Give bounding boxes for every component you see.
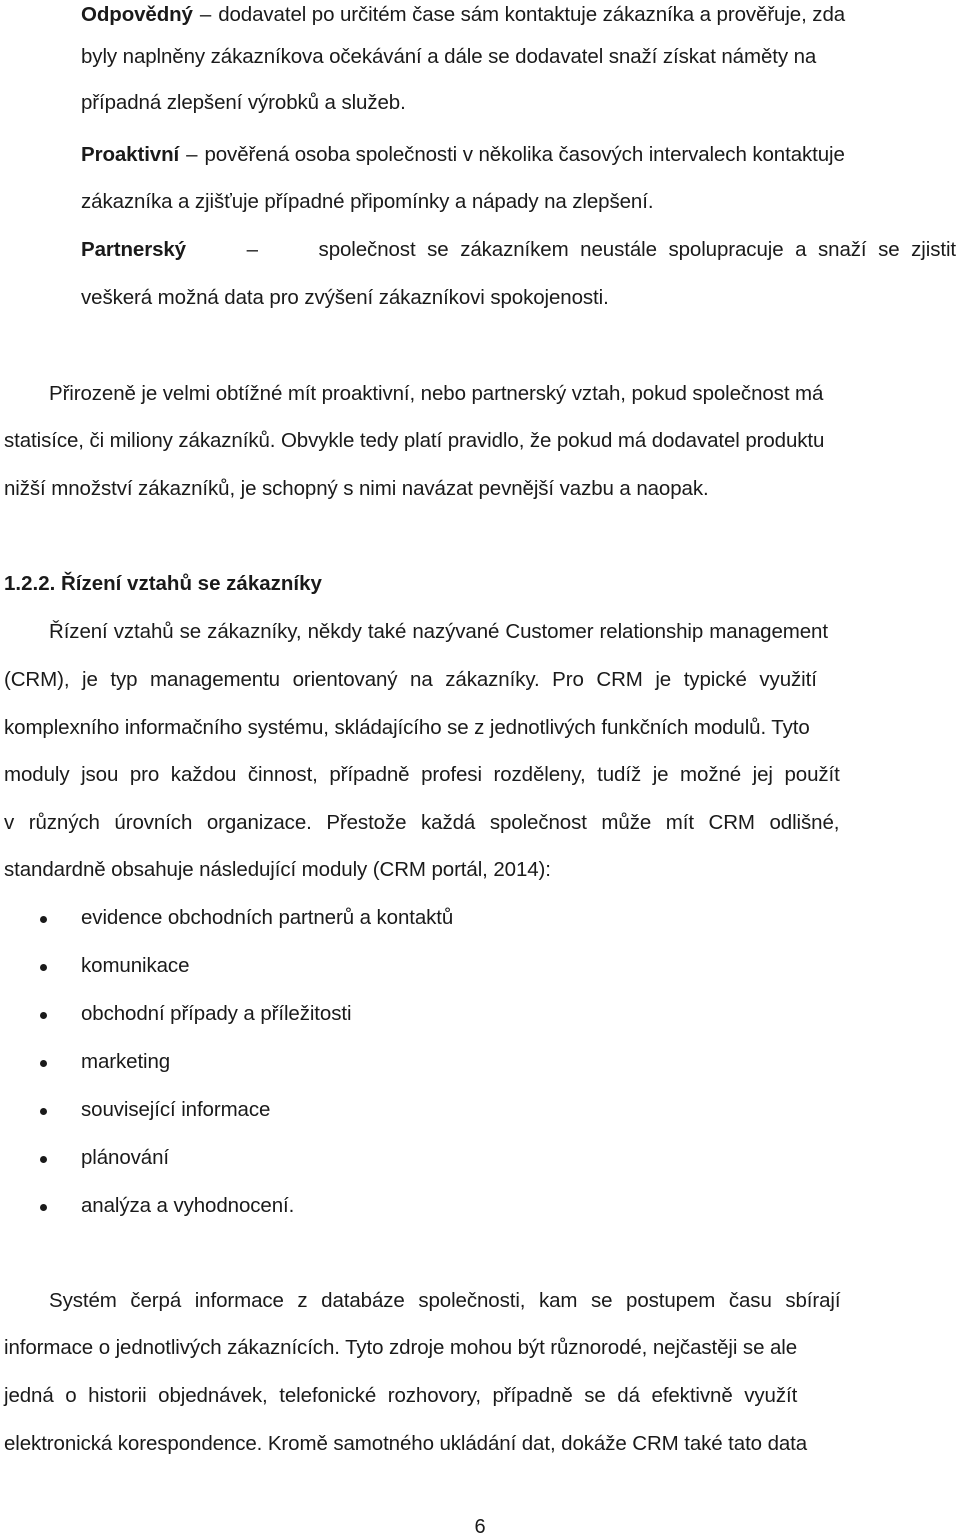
paragraph-1-line-2: statisíce, či miliony zákazníků. Obvykle tedy platí pravidlo, že pokud má dodavatel produktu xyxy=(4,429,825,452)
section-line-4: moduly jsou pro každou činnost, případně profesi rozděleny, tudíž je možné jej použít xyxy=(4,763,840,786)
type-proactive-text-1: pověřená osoba společnosti v několika časových intervalech kontaktuje xyxy=(204,143,845,166)
bullet-icon xyxy=(40,964,47,971)
bullet-icon xyxy=(40,1108,47,1115)
bullet-icon xyxy=(40,1060,47,1067)
type-partner-dash: – xyxy=(246,238,258,261)
type-partner-term: Partnerský xyxy=(81,238,186,261)
module-item: komunikace xyxy=(81,954,190,977)
type-responsive-line-2: byly naplněny zákazníkova očekávání a dále se dodavatel snaží získat náměty na xyxy=(81,45,817,68)
type-responsive-dash: – xyxy=(199,3,212,26)
paragraph-1-line-3: nižší množství zákazníků, je schopný s nimi navázat pevnější vazbu a naopak. xyxy=(4,477,709,500)
type-partner-text-1: společnost se zákazníkem neustále spolupracuje a snaží se zjistit xyxy=(318,238,956,261)
section-line-3: komplexního informačního systému, skládajícího se z jednotlivých funkčních modulů. Tyto xyxy=(4,716,810,739)
module-item: související informace xyxy=(81,1098,271,1121)
section-line-5: v různých úrovních organizace. Přestože každá společnost může mít CRM odlišné, xyxy=(4,811,840,834)
paragraph-2-line-4: elektronická korespondence. Kromě samotného ukládání dat, dokáže CRM také tato data xyxy=(4,1432,808,1455)
module-item: obchodní případy a příležitosti xyxy=(81,1002,352,1025)
module-item: analýza a vyhodnocení. xyxy=(81,1194,295,1217)
type-responsive-text-1: dodavatel po určitém čase sám kontaktuje zákazníka a prověřuje, zda xyxy=(218,3,846,26)
type-partner-line-1 xyxy=(81,237,956,263)
paragraph-2-line-2: informace o jednotlivých zákaznících. Tyto zdroje mohou být různorodé, nejčastěji se ale xyxy=(4,1336,798,1359)
paragraph-2-line-1: Systém čerpá informace z databáze společnosti, kam se postupem času sbírají xyxy=(49,1289,841,1312)
bullet-icon xyxy=(40,1156,47,1163)
section-heading: 1.2.2. Řízení vztahů se zákazníky xyxy=(4,572,322,595)
module-item: marketing xyxy=(81,1050,171,1073)
section-line-2: (CRM), je typ managementu orientovaný na zákazníky. Pro CRM je typické využití xyxy=(4,668,817,691)
module-item: plánování xyxy=(81,1146,170,1169)
bullet-icon xyxy=(40,916,47,923)
section-line-1: Řízení vztahů se zákazníky, někdy také nazývané Customer relationship management xyxy=(49,620,828,643)
type-proactive-line-2: zákazníka a zjišťuje případné připomínky a nápady na zlepšení. xyxy=(81,190,654,213)
type-responsive-line-3: případná zlepšení výrobků a služeb. xyxy=(81,91,406,114)
paragraph-1-line-1: Přirozeně je velmi obtížné mít proaktivní, nebo partnerský vztah, pokud společnost má xyxy=(49,382,824,405)
type-responsive-term: Odpovědný xyxy=(81,3,193,26)
paragraph-2-line-3: jedná o historii objednávek, telefonické rozhovory, případně se dá efektivně využít xyxy=(4,1384,798,1407)
module-item: evidence obchodních partnerů a kontaktů xyxy=(81,906,454,929)
type-proactive-term: Proaktivní xyxy=(81,143,180,166)
type-partner-line-2: veškerá možná data pro zvýšení zákazníkovi spokojenosti. xyxy=(81,286,609,309)
page-number: 6 xyxy=(474,1516,486,1538)
bullet-icon xyxy=(40,1012,47,1019)
type-proactive-dash: – xyxy=(186,143,198,166)
section-line-6: standardně obsahuje následující moduly (CRM portál, 2014): xyxy=(4,858,551,881)
type-proactive-line-1 xyxy=(81,142,845,168)
type-responsive-line-1 xyxy=(81,2,956,28)
bullet-icon xyxy=(40,1204,47,1211)
